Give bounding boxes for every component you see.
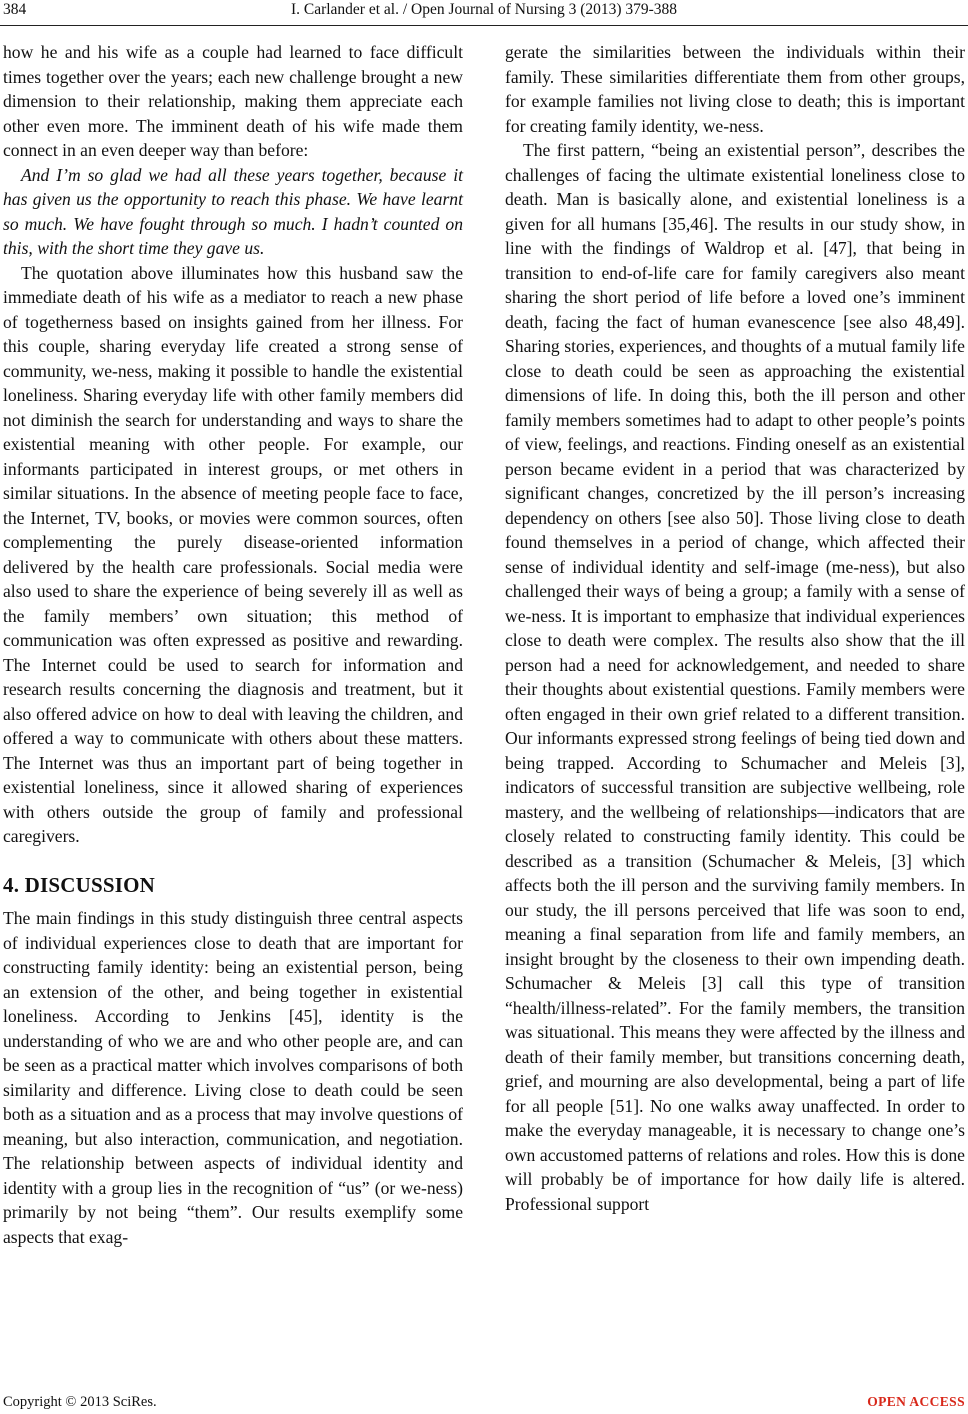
paragraph: gerate the similarities between the individuals within their family. These similarities differentiate them from other groups, for example families not living close to death; this is important for creating family identity, we-ness. xyxy=(505,42,965,136)
section-heading: 4. DISCUSSION xyxy=(3,872,155,897)
paragraph: The main findings in this study distinguish three central aspects of individual experiences close to death that are important for constructing family identity: being an existential person, being an extension of the other, and being together in existential loneliness. According to Jenkins [45], identity is the understanding of who we are and who other people are, and can be seen as a practical matter which involves comparisons of both similarity and difference. Living close to death could be seen both as a situation and as a process that may involve questions of meaning, but also interaction, communication, and negotiation. The relationship between aspects of individual identity and identity with a group lies in the recognition of “us” (or we-ness) primarily by not being “them”. Our results exemplify some aspects that exag- xyxy=(3,908,463,1247)
paragraph: The quotation above illuminates how this husband saw the immediate death of his wife as a mediator to reach a new phase of togetherness based on insights gained from her illness. For this couple, sharing everyday life created a strong sense of community, we-ness, making it possible to handle the existential loneliness. Sharing everyday life with other family members did not diminish the search for understanding and ways to share the existential meaning with other people. For example, our informants participated in interest groups, or met others in similar situations. In the absence of meeting people face to face, the Internet, TV, books, or movies were common sources, often complementing the purely disease-oriented information delivered by the health care professionals. Social media were also used to share the experience of being severely ill as well as the family members’ own situation; this method of communication was often expressed as positive and rewarding. The Internet could be used to search for information and research results concerning the diagnosis and treatment, but it also offered advice on how to deal with leaving the children, and offered a way to communicate with others about these matters. The Internet was thus an important part of being together in existential loneliness, since it allowed sharing of experiences with others outside the group of family and professional caregivers. xyxy=(3,262,463,846)
copyright-notice: Copyright © 2013 SciRes. xyxy=(3,1394,157,1410)
open-access-label: OPEN ACCESS xyxy=(867,1394,965,1409)
page-number: 384 xyxy=(3,1,27,18)
right-column xyxy=(505,40,965,1216)
page-header xyxy=(0,0,968,30)
left-column xyxy=(3,40,463,1249)
paragraph: The first pattern, “being an existential person”, describes the challenges of facing the ultimate existential loneliness close to death. Man is basically alone, and existential loneliness is a given for all humans [35,46]. The results in our study show, in line with the findings of Waldrop et al. [47], that being in transition to end-of-life care for family caregivers also meant sharing the short period of life before a loved one’s imminent death, facing the fact of human evanescence [see also 48,49]. Sharing stories, experiences, and thoughts of a mutual family life close to death could be seen as approaching the existential dimensions of life. In doing this, both the ill person and other family members sometimes had to adapt to other people’s points of view, feelings, and reactions. Finding oneself as an existential person became evident in a period that was characterized by significant changes, concretized by the ill person’s increasing dependency on others [see also 50]. Those living close to death found themselves in a period of change, which affected their sense of individual identity and self-image (me-ness), but also challenged their ways of being a group; a family with a sense of we-ness. It is important to emphasize that individual experiences close to death were complex. The results also show that the ill person had a need for acknowledgement, and needed to share their thoughts about existential questions. Family members were often engaged in their own grief related to a different transition. Our informants expressed strong feelings of being tied down and being trapped. According to Schumacher and Meleis [3], indicators of successful transition are subjective wellbeing, role mastery, and the wellbeing of relationships—indicators that are closely related to constructing family identity. This could be described as a transition (Schumacher & Meleis, [3] which affects both the ill person and the surviving family members. In our study, the ill persons perceived that life was soon to end, meaning a final separation from life and family members, an insight brought by the closeness to their own impending death. Schumacher & Meleis [3] call this type of transition “health/illness-related”. For the family members, the transition was situational. This means they were affected by the illness and death of their family member, but transitions concerning death, grief, and mourning are also developmental, being a part of life for all people [51]. No one walks away unaffected. In order to make the everyday manageable, it is necessary to change one’s own accustomed patterns of relations and roles. How this is done will probably be of importance for how daily life is altered. Professional support xyxy=(505,140,965,1214)
running-head: I. Carlander et al. / Open Journal of Nursing 3 (2013) 379-388 xyxy=(290,1,678,18)
informant-quote: And I’m so glad we had all these years together, because it has given us the opportunity to reach this phase. We have learnt so much. We have fought through so much. I hadn’t counted on this, with the short time they gave us. xyxy=(3,164,463,258)
page-footer xyxy=(0,1392,968,1414)
header-rule xyxy=(0,25,968,26)
paragraph: how he and his wife as a couple had learned to face difficult times together over the years; each new challenge brought a new dimension to their relationship, making them appreciate each other even more. The imminent death of his wife made them connect in an even deeper way than before: xyxy=(3,42,463,160)
